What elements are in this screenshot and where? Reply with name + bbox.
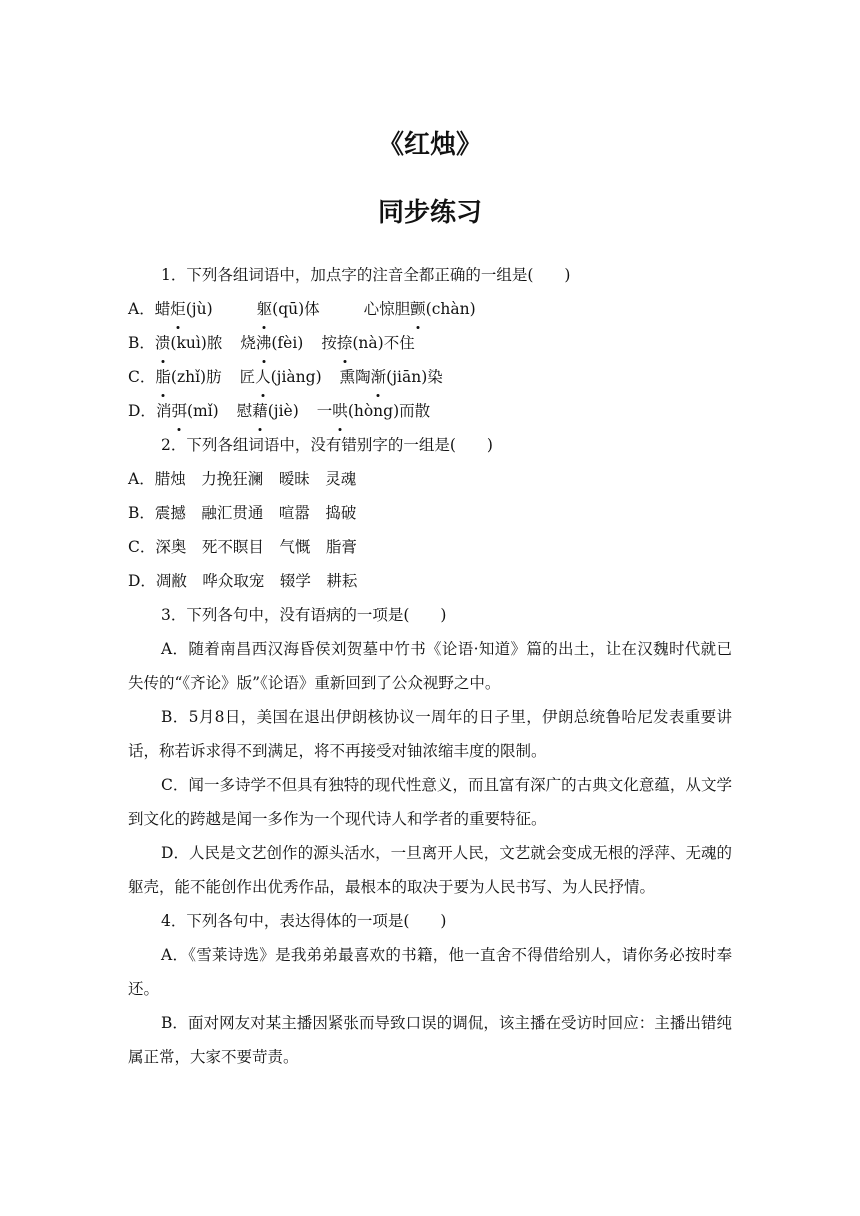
question-4-option-b: B．面对网友对某主播因紧张而导致口误的调侃，该主播在受访时回应：主播出错纯属正常，大家不要苛责。 <box>128 1014 732 1066</box>
question-2-option-c: C．深奥 死不瞑目 气慨 脂膏 <box>128 538 357 556</box>
question-2-option-a: A．腊烛 力挽狂澜 暧昧 灵魂 <box>128 470 357 488</box>
question-1-option-c: C．脂(zhǐ)肪 匠人(jiàng) 熏陶渐(jiān)染 <box>128 360 732 394</box>
question-3-option-a: A．随着南昌西汉海昏侯刘贺墓中竹书《论语·知道》篇的出土，让在汉魏时代就已失传的“《齐论》版”《论语》重新回到了公众视野之中。 <box>128 640 732 692</box>
emphasis-dot-char: 躯 <box>257 292 273 326</box>
document-subtitle: 同步练习 <box>377 198 482 228</box>
emphasis-dot-char: 捺 <box>337 326 353 360</box>
question-4-stem: 4．下列各句中，表达得体的一项是( ) <box>161 912 447 930</box>
question-2-stem: 2．下列各组词语中，没有错别字的一组是( ) <box>161 436 493 454</box>
emphasis-dot-char: 弭 <box>171 394 187 428</box>
question-2-option-d: D．凋敝 哗众取宠 辍学 耕耘 <box>128 572 358 590</box>
emphasis-dot-char: 溃 <box>155 326 171 360</box>
question-1-stem: 1．下列各组词语中，加点字的注音全都正确的一组是( ) <box>161 266 571 284</box>
exercise-body <box>128 258 732 1074</box>
question-3-option-c: C．闻一多诗学不但具有独特的现代性意义，而且富有深广的古典文化意蕴，从文学到文化的跨越是闻一多作为一个现代诗人和学者的重要特征。 <box>128 776 732 828</box>
emphasis-dot-char: 渐 <box>371 360 387 394</box>
question-1-option-a: A．蜡炬(jù) 躯(qū)体 心惊胆颤(chàn) <box>128 292 732 326</box>
question-1-option-d: D．消弭(mǐ) 慰藉(jiè) 一哄(hòng)而散 <box>128 394 732 428</box>
emphasis-dot-char: 炬 <box>170 292 186 326</box>
question-3-option-b: B．5月8日，美国在退出伊朗核协议一周年的日子里，伊朗总统鲁哈尼发表重要讲话，称若诉求得不到满足，将不再接受对铀浓缩丰度的限制。 <box>128 708 732 760</box>
emphasis-dot-char: 藉 <box>252 394 268 428</box>
question-1-option-b: B．溃(kuì)脓 烧沸(fèi) 按捺(nà)不住 <box>128 326 732 360</box>
document-title: 《红烛》 <box>377 130 482 160</box>
question-4-option-a: A．《雪莱诗选》是我弟弟最喜欢的书籍，他一直舍不得借给别人，请你务必按时奉还。 <box>128 946 732 998</box>
question-2-option-b: B．震撼 融汇贯通 喧嚣 捣破 <box>128 504 357 522</box>
emphasis-dot-char: 沸 <box>256 326 272 360</box>
emphasis-dot-char: 人 <box>255 360 271 394</box>
emphasis-dot-char: 脂 <box>155 360 171 394</box>
emphasis-dot-char: 颤 <box>410 292 426 326</box>
question-3-option-d: D．人民是文艺创作的源头活水，一旦离开人民，文艺就会变成无根的浮萍、无魂的躯壳，能不能创作出优秀作品，最根本的取决于要为人民书写、为人民抒情。 <box>128 844 732 896</box>
emphasis-dot-char: 哄 <box>332 394 348 428</box>
question-3-stem: 3．下列各句中，没有语病的一项是( ) <box>161 606 447 624</box>
